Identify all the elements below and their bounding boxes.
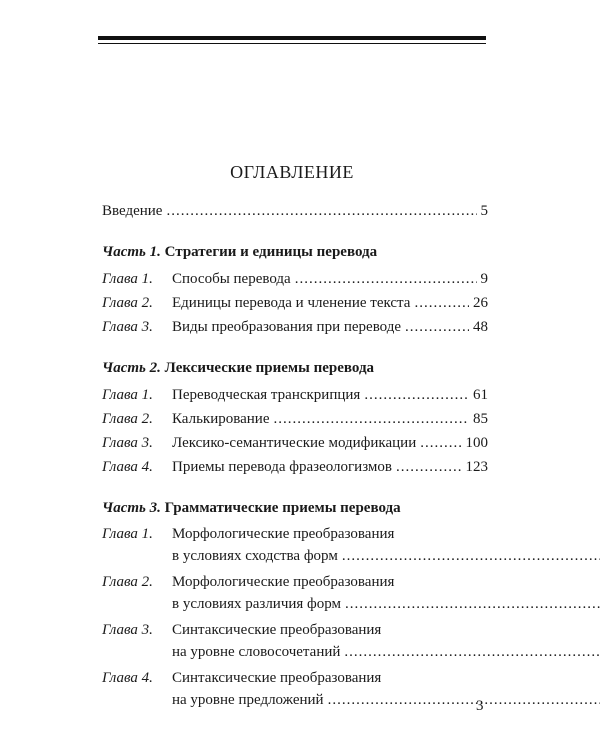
dot-leader	[414, 291, 469, 315]
page-title: ОГЛАВЛЕНИЕ	[230, 162, 354, 182]
dot-leader	[344, 641, 600, 663]
chapter-label: Глава 2.	[102, 295, 153, 311]
toc-page-number: 48	[473, 319, 488, 335]
toc-entry-chapter[interactable]	[102, 291, 488, 315]
toc-entry-chapter[interactable]	[102, 619, 488, 663]
chapter-title: Единицы перевода и членение текста	[172, 295, 411, 311]
chapter-title: Способы перевода	[172, 271, 291, 287]
toc-entry-chapter[interactable]	[102, 315, 488, 339]
part-title: Грамматические приемы перевода	[164, 500, 401, 516]
chapter-label: Глава 2.	[102, 411, 153, 427]
chapter-label: Глава 3.	[102, 435, 153, 451]
dot-leader	[166, 199, 476, 223]
part-heading-3[interactable]	[102, 493, 488, 523]
toc-entry-chapter[interactable]	[102, 267, 488, 291]
chapter-title-continued: на уровне предложений	[172, 692, 324, 708]
table-of-contents	[102, 199, 488, 715]
dot-leader	[364, 383, 469, 407]
toc-entry-intro[interactable]	[102, 199, 488, 223]
toc-entry-chapter[interactable]	[102, 383, 488, 407]
chapter-label: Глава 1.	[102, 387, 153, 403]
chapter-label: Глава 1.	[102, 526, 153, 542]
chapter-label: Глава 4.	[102, 670, 153, 686]
chapter-title-continued: в условиях различия форм	[172, 596, 342, 612]
chapter-label: Глава 3.	[102, 319, 153, 335]
chapter-label: Глава 3.	[102, 622, 153, 638]
part-title: Стратегии и единицы перевода	[164, 244, 378, 260]
toc-page-number: 100	[465, 435, 488, 451]
chapter-title: Калькирование	[172, 411, 270, 427]
chapter-title: Синтаксические преобразования	[172, 670, 382, 686]
dot-leader	[405, 315, 469, 339]
dot-leader	[420, 431, 461, 455]
toc-entry-chapter[interactable]	[102, 431, 488, 455]
dot-leader	[345, 593, 600, 615]
page-folio: 3	[476, 698, 484, 714]
toc-page-number: 61	[473, 387, 488, 403]
toc-entry-chapter[interactable]	[102, 667, 488, 711]
toc-entry-label: Введение	[102, 203, 163, 219]
part-heading-1[interactable]	[102, 237, 488, 267]
toc-page-number: 85	[473, 411, 488, 427]
chapter-title: Приемы перевода фразеологизмов	[172, 459, 392, 475]
toc-page-number: 26	[473, 295, 488, 311]
chapter-title: Переводческая транскрипция	[172, 387, 361, 403]
toc-page-number: 5	[480, 203, 488, 219]
part-heading-2[interactable]	[102, 353, 488, 383]
chapter-title-continued: в условиях сходства форм	[172, 548, 338, 564]
toc-entry-chapter[interactable]	[102, 571, 488, 615]
toc-entry-chapter[interactable]	[102, 455, 488, 479]
dot-leader	[328, 689, 600, 711]
dot-leader	[295, 267, 477, 291]
chapter-title: Виды преобразования при переводе	[172, 319, 402, 335]
dot-leader	[342, 545, 600, 567]
toc-entry-chapter[interactable]	[102, 407, 488, 431]
dot-leader	[274, 407, 470, 431]
part-number: Часть 3.	[102, 500, 161, 516]
chapter-label: Глава 1.	[102, 271, 153, 287]
part-title: Лексические приемы перевода	[164, 360, 375, 376]
part-number: Часть 1.	[102, 244, 161, 260]
toc-entry-chapter[interactable]	[102, 523, 488, 567]
chapter-label: Глава 4.	[102, 459, 153, 475]
chapter-title: Морфологические преобразования	[172, 526, 395, 542]
toc-page-number: 123	[465, 459, 488, 475]
chapter-title: Лексико-семантические модификации	[172, 435, 417, 451]
chapter-label: Глава 2.	[102, 574, 153, 590]
chapter-title: Синтаксические преобразования	[172, 622, 382, 638]
header-rule-thick	[98, 36, 486, 40]
chapter-title-continued: на уровне словосочетаний	[172, 644, 341, 660]
part-number: Часть 2.	[102, 360, 161, 376]
dot-leader	[396, 455, 462, 479]
toc-page-number: 9	[480, 271, 488, 287]
chapter-title: Морфологические преобразования	[172, 574, 395, 590]
header-rule-thin	[98, 43, 486, 44]
